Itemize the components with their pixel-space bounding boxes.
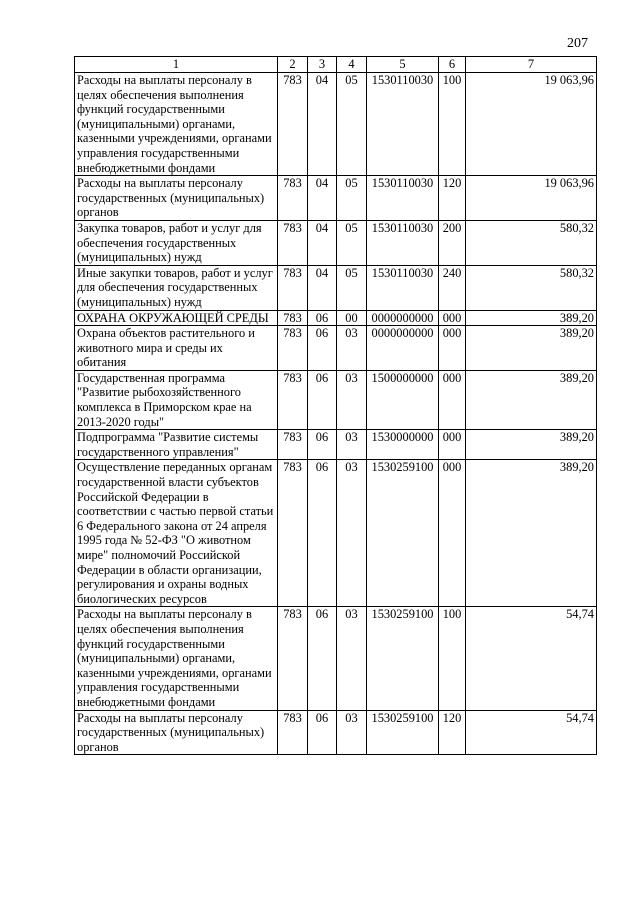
row-code-6: 100 xyxy=(439,607,466,710)
row-code-3: 06 xyxy=(308,370,337,429)
row-name: Осуществление переданных органам государственной власти субъектов Российской Федерации в соответствии с частью первой статьи 6 Федерального закона от 24 апреля 1995 года № 52-ФЗ "О животном мире" полномочий Российской Федерации в области организации, регулирования и охраны водных биологических ресурсов xyxy=(75,460,278,607)
table-row xyxy=(75,460,597,607)
row-code-5: 1530259100 xyxy=(367,607,439,710)
row-amount: 54,74 xyxy=(466,607,597,710)
row-code-6: 100 xyxy=(439,73,466,176)
row-amount: 389,20 xyxy=(466,370,597,429)
row-code-5: 0000000000 xyxy=(367,310,439,326)
table-row xyxy=(75,326,597,371)
row-name: Расходы на выплаты персоналу в целях обеспечения выполнения функций государственными (муниципальными) органами, казенными учреждениями, органами управления государственными внебюджетными фондами xyxy=(75,607,278,710)
table-row xyxy=(75,176,597,221)
table-row xyxy=(75,710,597,755)
row-code-4: 03 xyxy=(337,607,367,710)
row-code-5: 1530259100 xyxy=(367,460,439,607)
row-amount: 19 063,96 xyxy=(466,73,597,176)
header-cell-2: 2 xyxy=(278,57,308,73)
header-row xyxy=(75,57,597,73)
row-code-3: 04 xyxy=(308,220,337,265)
row-code-2: 783 xyxy=(278,460,308,607)
row-code-2: 783 xyxy=(278,176,308,221)
row-code-4: 05 xyxy=(337,176,367,221)
row-code-6: 000 xyxy=(439,460,466,607)
row-name: Иные закупки товаров, работ и услуг для обеспечения государственных (муниципальных) нужд xyxy=(75,265,278,310)
row-amount: 19 063,96 xyxy=(466,176,597,221)
header-cell-1: 1 xyxy=(75,57,278,73)
row-code-4: 03 xyxy=(337,430,367,460)
row-code-5: 1530110030 xyxy=(367,220,439,265)
table-row xyxy=(75,430,597,460)
row-code-6: 000 xyxy=(439,370,466,429)
row-code-3: 04 xyxy=(308,265,337,310)
header-cell-4: 4 xyxy=(337,57,367,73)
table-row xyxy=(75,607,597,710)
row-code-2: 783 xyxy=(278,220,308,265)
row-code-3: 06 xyxy=(308,607,337,710)
row-code-6: 240 xyxy=(439,265,466,310)
header-cell-6: 6 xyxy=(439,57,466,73)
row-code-4: 03 xyxy=(337,460,367,607)
row-code-6: 200 xyxy=(439,220,466,265)
row-code-3: 04 xyxy=(308,176,337,221)
row-code-4: 05 xyxy=(337,73,367,176)
row-code-4: 03 xyxy=(337,326,367,371)
row-code-4: 05 xyxy=(337,265,367,310)
row-amount: 389,20 xyxy=(466,310,597,326)
row-code-3: 06 xyxy=(308,710,337,755)
header-cell-5: 5 xyxy=(367,57,439,73)
row-code-5: 1500000000 xyxy=(367,370,439,429)
table-row xyxy=(75,73,597,176)
row-code-3: 06 xyxy=(308,326,337,371)
row-name: Подпрограмма "Развитие системы государственного управления" xyxy=(75,430,278,460)
row-name: Охрана объектов растительного и животного мира и среды их обитания xyxy=(75,326,278,371)
row-name: ОХРАНА ОКРУЖАЮЩЕЙ СРЕДЫ xyxy=(75,310,278,326)
row-code-3: 06 xyxy=(308,430,337,460)
row-code-4: 03 xyxy=(337,370,367,429)
row-code-3: 04 xyxy=(308,73,337,176)
table-row xyxy=(75,265,597,310)
row-code-2: 783 xyxy=(278,310,308,326)
row-amount: 389,20 xyxy=(466,326,597,371)
row-code-6: 000 xyxy=(439,430,466,460)
row-code-6: 120 xyxy=(439,176,466,221)
row-code-5: 1530110030 xyxy=(367,176,439,221)
row-code-2: 783 xyxy=(278,370,308,429)
row-code-2: 783 xyxy=(278,73,308,176)
row-code-5: 1530110030 xyxy=(367,265,439,310)
row-code-2: 783 xyxy=(278,607,308,710)
row-amount: 580,32 xyxy=(466,220,597,265)
row-name: Расходы на выплаты персоналу государственных (муниципальных) органов xyxy=(75,710,278,755)
row-amount: 389,20 xyxy=(466,460,597,607)
page-number: 207 xyxy=(567,36,588,51)
header-cell-7: 7 xyxy=(466,57,597,73)
row-code-5: 1530000000 xyxy=(367,430,439,460)
row-code-5: 1530259100 xyxy=(367,710,439,755)
row-code-5: 1530110030 xyxy=(367,73,439,176)
row-code-5: 0000000000 xyxy=(367,326,439,371)
header-cell-3: 3 xyxy=(308,57,337,73)
table-row xyxy=(75,310,597,326)
row-code-3: 06 xyxy=(308,310,337,326)
row-code-6: 120 xyxy=(439,710,466,755)
row-code-2: 783 xyxy=(278,265,308,310)
row-code-3: 06 xyxy=(308,460,337,607)
table-row xyxy=(75,370,597,429)
row-code-2: 783 xyxy=(278,430,308,460)
row-amount: 389,20 xyxy=(466,430,597,460)
row-code-6: 000 xyxy=(439,310,466,326)
row-code-4: 05 xyxy=(337,220,367,265)
row-amount: 580,32 xyxy=(466,265,597,310)
row-name: Государственная программа "Развитие рыбохозяйственного комплекса в Приморском крае на 2013-2020 годы" xyxy=(75,370,278,429)
row-code-6: 000 xyxy=(439,326,466,371)
table-row xyxy=(75,220,597,265)
budget-table xyxy=(74,56,597,755)
row-code-2: 783 xyxy=(278,710,308,755)
row-name: Расходы на выплаты персоналу в целях обеспечения выполнения функций государственными (муниципальными) органами, казенными учреждениями, органами управления государственными внебюджетными фондами xyxy=(75,73,278,176)
row-name: Расходы на выплаты персоналу государственных (муниципальных) органов xyxy=(75,176,278,221)
row-name: Закупка товаров, работ и услуг для обеспечения государственных (муниципальных) нужд xyxy=(75,220,278,265)
row-amount: 54,74 xyxy=(466,710,597,755)
row-code-2: 783 xyxy=(278,326,308,371)
row-code-4: 00 xyxy=(337,310,367,326)
row-code-4: 03 xyxy=(337,710,367,755)
